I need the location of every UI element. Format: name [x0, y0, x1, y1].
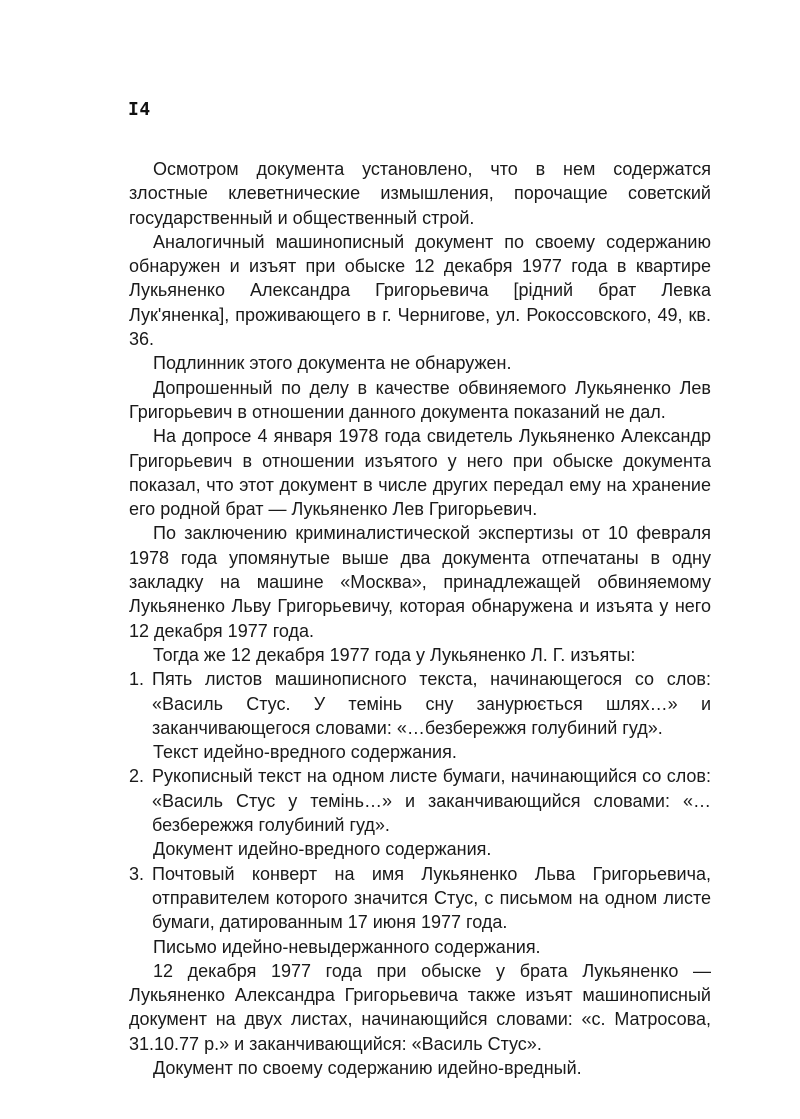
list-item-note: Письмо идейно-невыдержанного содержания.	[153, 936, 541, 957]
list-item	[129, 764, 711, 837]
paragraph: Документ по своему содержанию идейно-вредный.	[153, 1057, 582, 1078]
paragraph: 12 декабря 1977 года при обыске у брата Лукьяненко — Лукьяненко Александра Григорьевича также изъят машинописный документ на двух листах, начинающийся словами: «с. Матросова, 31.10.77 р.» и заканчивающийся: «Василь Стус».	[129, 960, 711, 1054]
page-number: I4	[128, 99, 151, 120]
list-item-text: Почтовый конверт на имя Лукьяненко Льва Григорьевича, отправителем которого значится Стус, с письмом на одном листе бумаги, датированным 17 июня 1977 года.	[152, 863, 711, 933]
seized-items-list	[129, 667, 711, 959]
list-item	[129, 667, 711, 740]
list-item-note: Текст идейно-вредного содержания.	[153, 742, 457, 763]
list-item-text: Рукописный текст на одном листе бумаги, начинающийся со слов: «Василь Стус у темінь…» и заканчивающийся словами: «…безбережжя голубиний гуд».	[152, 766, 711, 836]
list-item-note: Документ идейно-вредного содержания.	[153, 839, 492, 860]
list-item	[129, 862, 711, 935]
paragraph: Подлинник этого документа не обнаружен.	[153, 353, 512, 374]
paragraph: На допросе 4 января 1978 года свидетель Лукьяненко Александр Григорьевич в отношении изъятого у него при обыске документа показал, что этот документ в числе других передал ему на хранение его родной брат — Лукьяненко Лев Григорьевич.	[129, 426, 711, 520]
list-item-number: 1.	[129, 669, 145, 690]
list-item-number: 3.	[129, 863, 145, 884]
list-item-number: 2.	[129, 766, 145, 787]
paragraph: Тогда же 12 декабря 1977 года у Лукьяненко Л. Г. изъяты:	[153, 644, 636, 665]
paragraph: Осмотром документа установлено, что в нем содержатся злостные клеветнические измышления, порочащие советский государственный и общественный строй.	[129, 159, 711, 228]
paragraph: Аналогичный машинописный документ по своему содержанию обнаружен и изъят при обыске 12 декабря 1977 года в квартире Лукьяненко Александра Григорьевича [рідний брат Левка Лук'яненка], проживающего в г. Чернигове, ул. Рокоссовского, 49, кв. 36.	[129, 231, 711, 350]
paragraph: По заключению криминалистической экспертизы от 10 февраля 1978 года упомянутые выше два документа отпечатаны в одну закладку на машине «Москва», принадлежащей обвиняемому Лукьяненко Льву Григорьевичу, которая обнаружена и изъята у него 12 декабря 1977 года.	[129, 523, 711, 641]
document-body	[129, 157, 711, 1080]
list-item-text: Пять листов машинописного текста, начинающегося со слов: «Василь Стус. У темінь сну занурюється шлях…» и заканчивающегося словами: «…безбережжя голубиний гуд».	[152, 669, 711, 738]
paragraph: Допрошенный по делу в качестве обвиняемого Лукьяненко Лев Григорьевич в отношении данного документа показаний не дал.	[129, 377, 711, 422]
